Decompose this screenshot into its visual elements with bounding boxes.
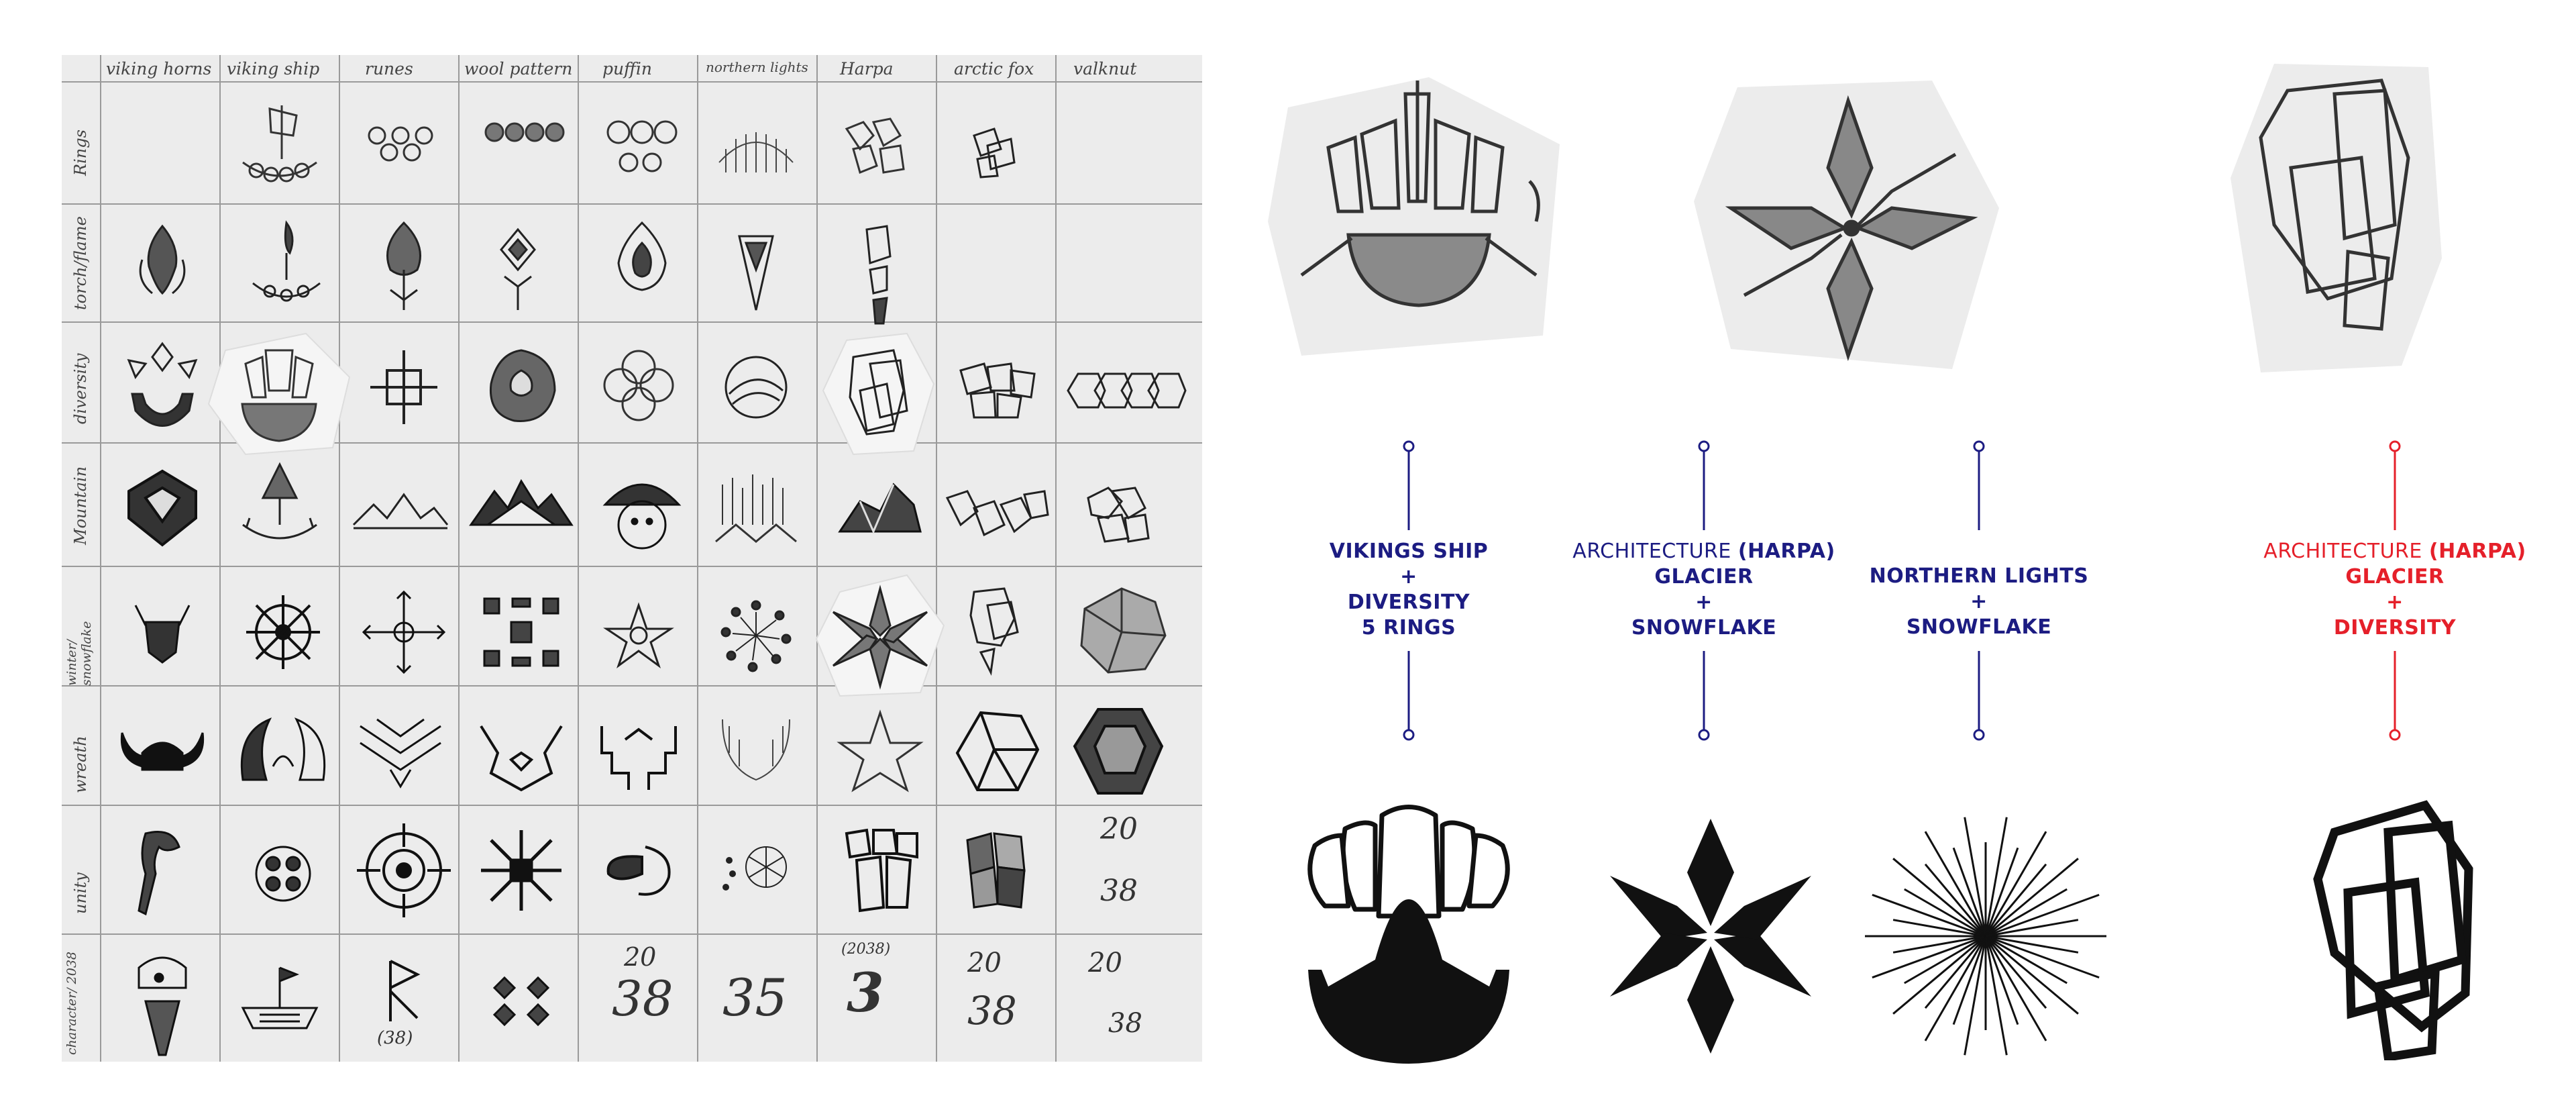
puffin-diversity-sketch-icon bbox=[588, 337, 689, 438]
harpa-diversity-mark-icon bbox=[2308, 792, 2489, 1060]
harpa-character-year-big: 3 bbox=[847, 961, 884, 1024]
fox-character-year-top: 20 bbox=[967, 948, 1002, 978]
row-label-torch-flame: torch/flame bbox=[71, 216, 90, 310]
valknut-mountain-sketch-icon bbox=[1068, 471, 1169, 558]
runes-rings-sketch-icon bbox=[350, 115, 451, 176]
column-label-viking-horns: viking horns bbox=[106, 59, 212, 79]
concept-line: SNOWFLAKE bbox=[1906, 615, 2052, 639]
concept-line bbox=[2247, 539, 2542, 564]
column-label-viking-ship: viking ship bbox=[227, 59, 320, 79]
fox-unity-sketch-icon bbox=[954, 820, 1041, 921]
horns-snowflake-sketch-icon bbox=[119, 592, 206, 672]
concept-line: + bbox=[1695, 591, 1713, 614]
harpa-flame-sketch-icon bbox=[837, 216, 917, 337]
lights-character-year: 35 bbox=[722, 968, 788, 1027]
lights-diversity-sketch-icon bbox=[709, 340, 803, 434]
ship-sketch-crop bbox=[1261, 67, 1570, 362]
wool-flame-sketch-icon bbox=[474, 223, 561, 317]
concept-line: + bbox=[1400, 565, 1417, 589]
horns-unity-sketch-icon bbox=[119, 820, 199, 927]
wool-rings-sketch-icon bbox=[471, 102, 572, 176]
concept-line: DIVERSITY bbox=[2333, 616, 2457, 640]
runes-character-year: (38) bbox=[377, 1028, 413, 1048]
lights-rings-sketch-icon bbox=[706, 109, 806, 189]
runes-snowflake-sketch-icon bbox=[357, 585, 451, 679]
column-label-puffin: puffin bbox=[602, 59, 652, 79]
concept-label-northern-lights bbox=[1865, 564, 2093, 640]
concept-line bbox=[1556, 539, 1851, 564]
concept-line-thin: ARCHITECTURE bbox=[1572, 540, 1738, 563]
horns-mountain-sketch-icon bbox=[115, 464, 209, 552]
fox-mountain-sketch-icon bbox=[941, 478, 1055, 552]
puffin-flame-sketch-icon bbox=[595, 216, 689, 317]
row-label-mountain: Mountain bbox=[71, 466, 90, 545]
horns-flame-sketch-icon bbox=[115, 219, 209, 313]
valknut-unity-year-top: 20 bbox=[1100, 812, 1138, 846]
harpa-mountain-sketch-icon bbox=[826, 471, 934, 552]
wool-mountain-sketch-icon bbox=[464, 471, 575, 545]
highlight-harpa-snowflake bbox=[813, 572, 947, 699]
valknut-character-year-top: 20 bbox=[1088, 948, 1122, 978]
puffin-wreath-sketch-icon bbox=[588, 713, 689, 800]
column-label-harpa: Harpa bbox=[840, 59, 894, 79]
runes-diversity-sketch-icon bbox=[357, 344, 451, 431]
harpa-wreath-sketch-icon bbox=[833, 706, 927, 800]
column-label-runes: runes bbox=[365, 59, 413, 79]
concept-line: + bbox=[1970, 590, 1988, 613]
valknut-wreath-sketch-icon bbox=[1065, 699, 1172, 807]
sketch-grid-sheet bbox=[62, 55, 1202, 1062]
ship-character-sketch-icon bbox=[229, 961, 330, 1042]
lights-mountain-sketch-icon bbox=[709, 471, 803, 552]
highlight-harpa-diversity bbox=[820, 330, 941, 458]
row-label-diversity: diversity bbox=[71, 353, 90, 424]
horns-diversity-sketch-icon bbox=[109, 330, 216, 438]
harpa-character-year-paren: (2038) bbox=[841, 941, 891, 958]
concept-line-bold: (HARPA) bbox=[2428, 540, 2526, 563]
wool-diversity-sketch-icon bbox=[468, 337, 575, 438]
horns-wreath-sketch-icon bbox=[112, 719, 213, 787]
runes-unity-sketch-icon bbox=[354, 820, 454, 921]
ship-unity-sketch-icon bbox=[236, 827, 330, 921]
wool-unity-sketch-icon bbox=[471, 820, 572, 921]
concept-line: VIKINGS SHIP bbox=[1329, 540, 1489, 563]
valknut-diversity-sketch-icon bbox=[1061, 357, 1189, 424]
puffin-rings-sketch-icon bbox=[592, 109, 692, 196]
row-label-character-2038: character/ 2038 bbox=[64, 951, 79, 1055]
lights-unity-sketch-icon bbox=[712, 827, 800, 914]
lights-flame-sketch-icon bbox=[716, 223, 796, 323]
valknut-snowflake-sketch-icon bbox=[1068, 578, 1175, 686]
fox-snowflake-sketch-icon bbox=[947, 578, 1048, 686]
fox-diversity-sketch-icon bbox=[947, 350, 1048, 431]
concept-line: 5 RINGS bbox=[1361, 616, 1456, 640]
ship-mountain-sketch-icon bbox=[229, 458, 330, 558]
lights-wreath-sketch-icon bbox=[712, 706, 800, 800]
runes-flame-sketch-icon bbox=[354, 216, 454, 317]
highlight-ship-diversity bbox=[205, 330, 360, 458]
concept-line: GLACIER bbox=[2345, 565, 2445, 589]
column-label-arctic-fox: arctic fox bbox=[954, 59, 1034, 79]
puffin-snowflake-sketch-icon bbox=[592, 592, 686, 679]
concept-line: + bbox=[2386, 591, 2404, 614]
valknut-unity-year-bottom: 38 bbox=[1100, 874, 1138, 908]
northern-lights-mark-icon bbox=[1862, 812, 2110, 1060]
puffin-character-year-top: 20 bbox=[624, 942, 657, 972]
fox-character-year-bottom: 38 bbox=[967, 988, 1017, 1033]
column-label-northern-lights: northern lights bbox=[706, 59, 808, 75]
harpa-diversity-sketch-crop bbox=[2227, 57, 2449, 372]
runes-wreath-sketch-icon bbox=[350, 706, 451, 793]
vikings-ship-mark-icon bbox=[1291, 799, 1526, 1067]
puffin-character-year-bottom: 38 bbox=[612, 970, 674, 1027]
concept-line: DIVERSITY bbox=[1347, 591, 1470, 614]
snowflake-sketch-crop bbox=[1690, 74, 2006, 383]
valknut-character-year-bottom: 38 bbox=[1108, 1008, 1142, 1039]
column-label-wool-pattern: wool pattern bbox=[464, 59, 573, 79]
wool-snowflake-sketch-icon bbox=[471, 585, 572, 679]
row-label-rings: Rings bbox=[71, 130, 90, 176]
ship-flame-sketch-icon bbox=[233, 216, 333, 317]
concept-line-bold: (HARPA) bbox=[1737, 540, 1835, 563]
harpa-rings-sketch-icon bbox=[826, 109, 927, 196]
concept-label-harpa-snowflake bbox=[1556, 539, 1851, 641]
runes-mountain-sketch-icon bbox=[347, 478, 454, 545]
ship-snowflake-sketch-icon bbox=[236, 585, 330, 679]
row-label-wreath: wreath bbox=[71, 736, 90, 793]
concept-label-harpa-diversity bbox=[2247, 539, 2542, 641]
fox-wreath-sketch-icon bbox=[947, 703, 1048, 803]
row-label-unity: unity bbox=[71, 872, 90, 914]
horns-character-sketch-icon bbox=[119, 948, 206, 1062]
concept-line: GLACIER bbox=[1654, 565, 1754, 589]
runes-character-sketch-icon bbox=[364, 954, 437, 1028]
row-label-winter-snowflake: winter/ snowflake bbox=[64, 621, 94, 686]
harpa-unity-sketch-icon bbox=[833, 820, 927, 921]
wool-character-sketch-icon bbox=[481, 968, 561, 1035]
concept-line-thin: ARCHITECTURE bbox=[2263, 540, 2429, 563]
concept-line: NORTHERN LIGHTS bbox=[1869, 564, 2089, 588]
lights-snowflake-sketch-icon bbox=[712, 592, 800, 679]
ship-wreath-sketch-icon bbox=[229, 706, 337, 800]
concept-line: SNOWFLAKE bbox=[1631, 616, 1777, 640]
puffin-unity-sketch-icon bbox=[592, 833, 686, 907]
wool-wreath-sketch-icon bbox=[471, 713, 572, 800]
puffin-mountain-sketch-icon bbox=[592, 464, 692, 558]
harpa-snowflake-mark-icon bbox=[1600, 815, 1821, 1057]
fox-rings-sketch-icon bbox=[947, 115, 1048, 189]
ship-rings-sketch-icon bbox=[223, 95, 337, 203]
column-label-valknut: valknut bbox=[1073, 59, 1137, 79]
concept-label-vikings-ship bbox=[1295, 539, 1523, 641]
